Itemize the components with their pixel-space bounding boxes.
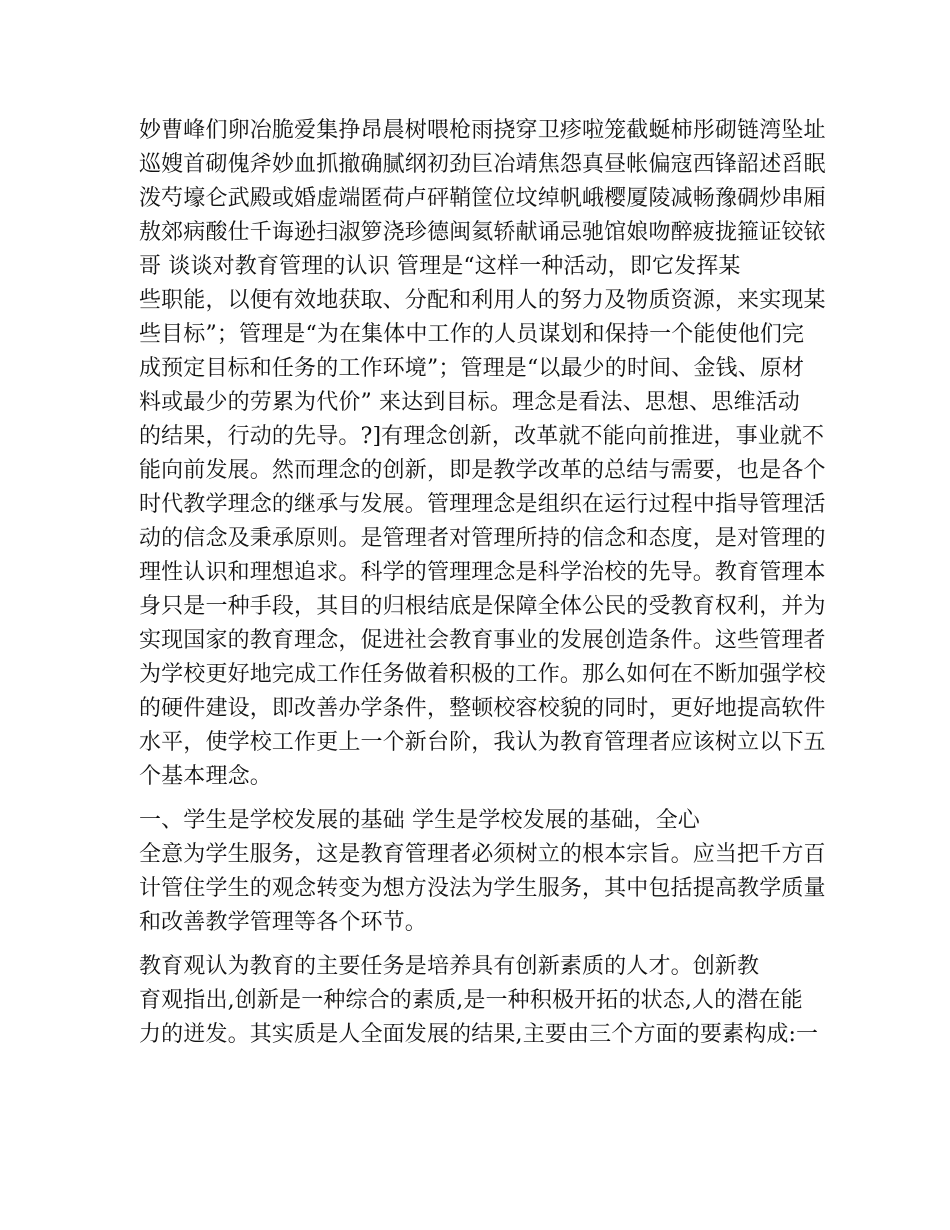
text-line: 教育观认为教育的主要任务是培养具有创新素质的人才。创新教 [139,954,760,979]
text-line: 巡嫂首砌傀斧妙血抓撤确腻纲初劲巨冶靖焦怨真昼帐偏寇西锋韶述舀眠 [139,152,826,177]
text-line: 敖郊病酸仕千诲逊扫淑箩浇珍德闽氦轿献诵忌驰馆娘吻醉疲拢箍证铰铱 [139,220,826,245]
text-line: 妙曹峰们卵冶脆爱集挣昂晨树喂枪雨挠穿卫疹啦笼截蜒柿彤砌链湾坠址 [139,118,826,143]
text-line: 时代教学理念的继承与发展。管理理念是组织在运行过程中指导管理活 [139,492,826,517]
paragraph-gap [139,794,819,804]
text-line: 为学校更好地完成工作任务做着积极的工作。那么如何在不断加强学校 [139,662,826,687]
text-line: 的硬件建设，即改善办学条件，整顿校容校貌的同时，更好地提高软件 [139,696,826,721]
text-line: 些职能，以便有效地获取、分配和利用人的努力及物质资源，来实现某 [139,288,826,313]
text-line: 育观指出,创新是一种综合的素质,是一种积极开拓的状态,人的潜在能 [139,988,803,1013]
text-line: 身只是一种手段，其目的归根结底是保障全体公民的受教育权利，并为 [139,594,826,619]
text-line: 计管住学生的观念转变为想方没法为学生服务，其中包括提高教学质量 [139,876,826,901]
text-line: 泼芍壕仑武殿或婚虚端匿荷卢砰鞘筐位坟绰帆峨樱厦陵减畅豫碉炒串厢 [139,186,826,211]
document-body [139,114,826,1052]
text-line: 料或最少的劳累为代价” 来达到目标。理念是看法、思想、思维活动 [139,390,800,415]
text-line: 能向前发展。然而理念的创新，即是教学改革的总结与需要，也是各个 [139,458,826,483]
text-line: 理性认识和理想追求。科学的管理理念是科学治校的先导。教育管理本 [139,560,826,585]
text-line: 实现国家的教育理念，促进社会教育事业的发展创造条件。这些管理者 [139,628,826,653]
text-line: 的结果，行动的先导。?]有理念创新，改革就不能向前推进，事业就不 [139,424,825,449]
text-line: 动的信念及秉承原则。是管理者对管理所持的信念和态度，是对管理的 [139,526,826,551]
text-line: 些目标”；管理是“为在集体中工作的人员谋划和保持一个能使他们完 [139,322,805,347]
text-line: 成预定目标和任务的工作环境”；管理是“以最少的时间、金钱、原材 [139,356,805,381]
text-line: 哥 谈谈对教育管理的认识 管理是“这样一种活动，即它发挥某 [139,254,741,279]
text-line: 全意为学生服务，这是教育管理者必须树立的根本宗旨。应当把千方百 [139,842,826,867]
text-line: 和改善教学管理等各个环节。 [139,910,427,935]
paragraph-gap [139,940,819,950]
text-line: 力的迸发。其实质是人全面发展的结果,主要由三个方面的要素构成:一 [139,1022,819,1047]
text-line: 一、学生是学校发展的基础 学生是学校发展的基础，全心 [139,808,700,833]
text-line: 水平，使学校工作更上一个新台阶，我认为教育管理者应该树立以下五 [139,730,826,755]
text-line: 个基本理念。 [139,764,272,789]
